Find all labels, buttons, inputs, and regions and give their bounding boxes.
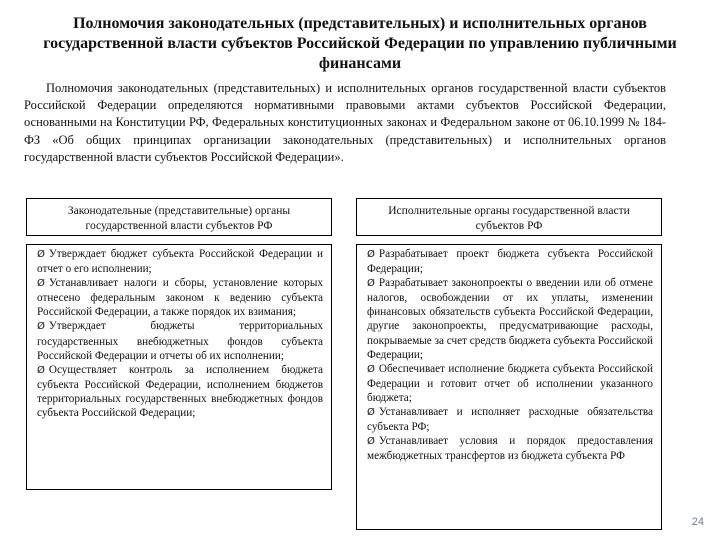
list-item: Ø Устанавливает и исполняет расходные обязательства субъекта РФ; xyxy=(367,406,653,434)
arrow-bullet-icon: Ø xyxy=(367,363,375,375)
arrow-bullet-icon: Ø xyxy=(37,278,45,290)
arrow-bullet-icon: Ø xyxy=(37,364,45,376)
arrow-bullet-icon: Ø xyxy=(37,321,45,333)
arrow-bullet-icon: Ø xyxy=(37,249,45,260)
arrow-bullet-icon: Ø xyxy=(367,407,375,419)
list-item: Ø Утверждает бюджет субъекта Российской Федерации и отчет о его исполнении; xyxy=(37,248,323,276)
right-list xyxy=(357,245,661,467)
right-list-box xyxy=(356,244,662,530)
list-item: Ø Обеспечивает исполнение бюджета субъекта Российской Федерации и готовит отчет об исполнении указанного бюджета; xyxy=(367,362,653,404)
arrow-bullet-icon: Ø xyxy=(367,436,375,448)
right-header-box xyxy=(356,198,662,236)
list-item: Ø Утверждает бюджеты территориальных государственных внебюджетных фондов субъекта Российской Федерации и отчеты об их исполнении; xyxy=(37,320,323,362)
arrow-bullet-icon: Ø xyxy=(367,278,375,290)
list-item: Ø Разрабатывает проект бюджета субъекта Российской Федерации; xyxy=(367,248,653,276)
list-item: Ø Устанавливает условия и порядок предоставления межбюджетных трансфертов из бюджета субъекта РФ xyxy=(367,435,653,463)
left-list-box xyxy=(26,244,332,490)
left-header-text: Законодательные (представительные) органы государственной власти субъектов РФ xyxy=(67,205,291,232)
slide-title: Полномочия законодательных (представительных) и исполнительных органов государственной власти субъектов Российской Федерации по управлению публичными финансами xyxy=(43,15,677,72)
page-number: 24 xyxy=(691,516,704,528)
list-item: Ø Разрабатывает законопроекты о введении или об отмене налогов, освобождении от их уплаты, изменении финансовых обязательств субъекта Российской Федерации, другие законопроекты, предусматривающие расходы, покрываемые за счет средств бюджета субъекта Российской Федерации; xyxy=(367,277,653,361)
left-header-box xyxy=(26,198,332,236)
right-header-text: Исполнительные органы государственной власти субъектов РФ xyxy=(388,205,630,232)
list-item: Ø Осуществляет контроль за исполнением бюджета субъекта Российской Федерации, исполнением бюджетов территориальных государственных внебюджетных фондов субъекта Российской Федерации; xyxy=(37,363,323,420)
left-list xyxy=(27,245,331,424)
list-item: Ø Устанавливает налоги и сборы, установление которых отнесено федеральным законом к ведению субъекта Российской Федерации, а также порядок их взимания; xyxy=(37,277,323,319)
arrow-bullet-icon: Ø xyxy=(367,249,375,260)
intro-paragraph: Полномочия законодательных (представительных) и исполнительных органов государственной власти субъектов Российской Федерации определяются нормативными правовыми актами субъектов Российской Федерации, основанными на Конституции РФ, Федеральных конституционных законах и Федеральном законе от 06.10.1999 № 184-ФЗ «Об общих принципах организации законодательных (представительных) и исполнительных органов государственной власти субъектов Российской Федерации». xyxy=(24,81,666,164)
